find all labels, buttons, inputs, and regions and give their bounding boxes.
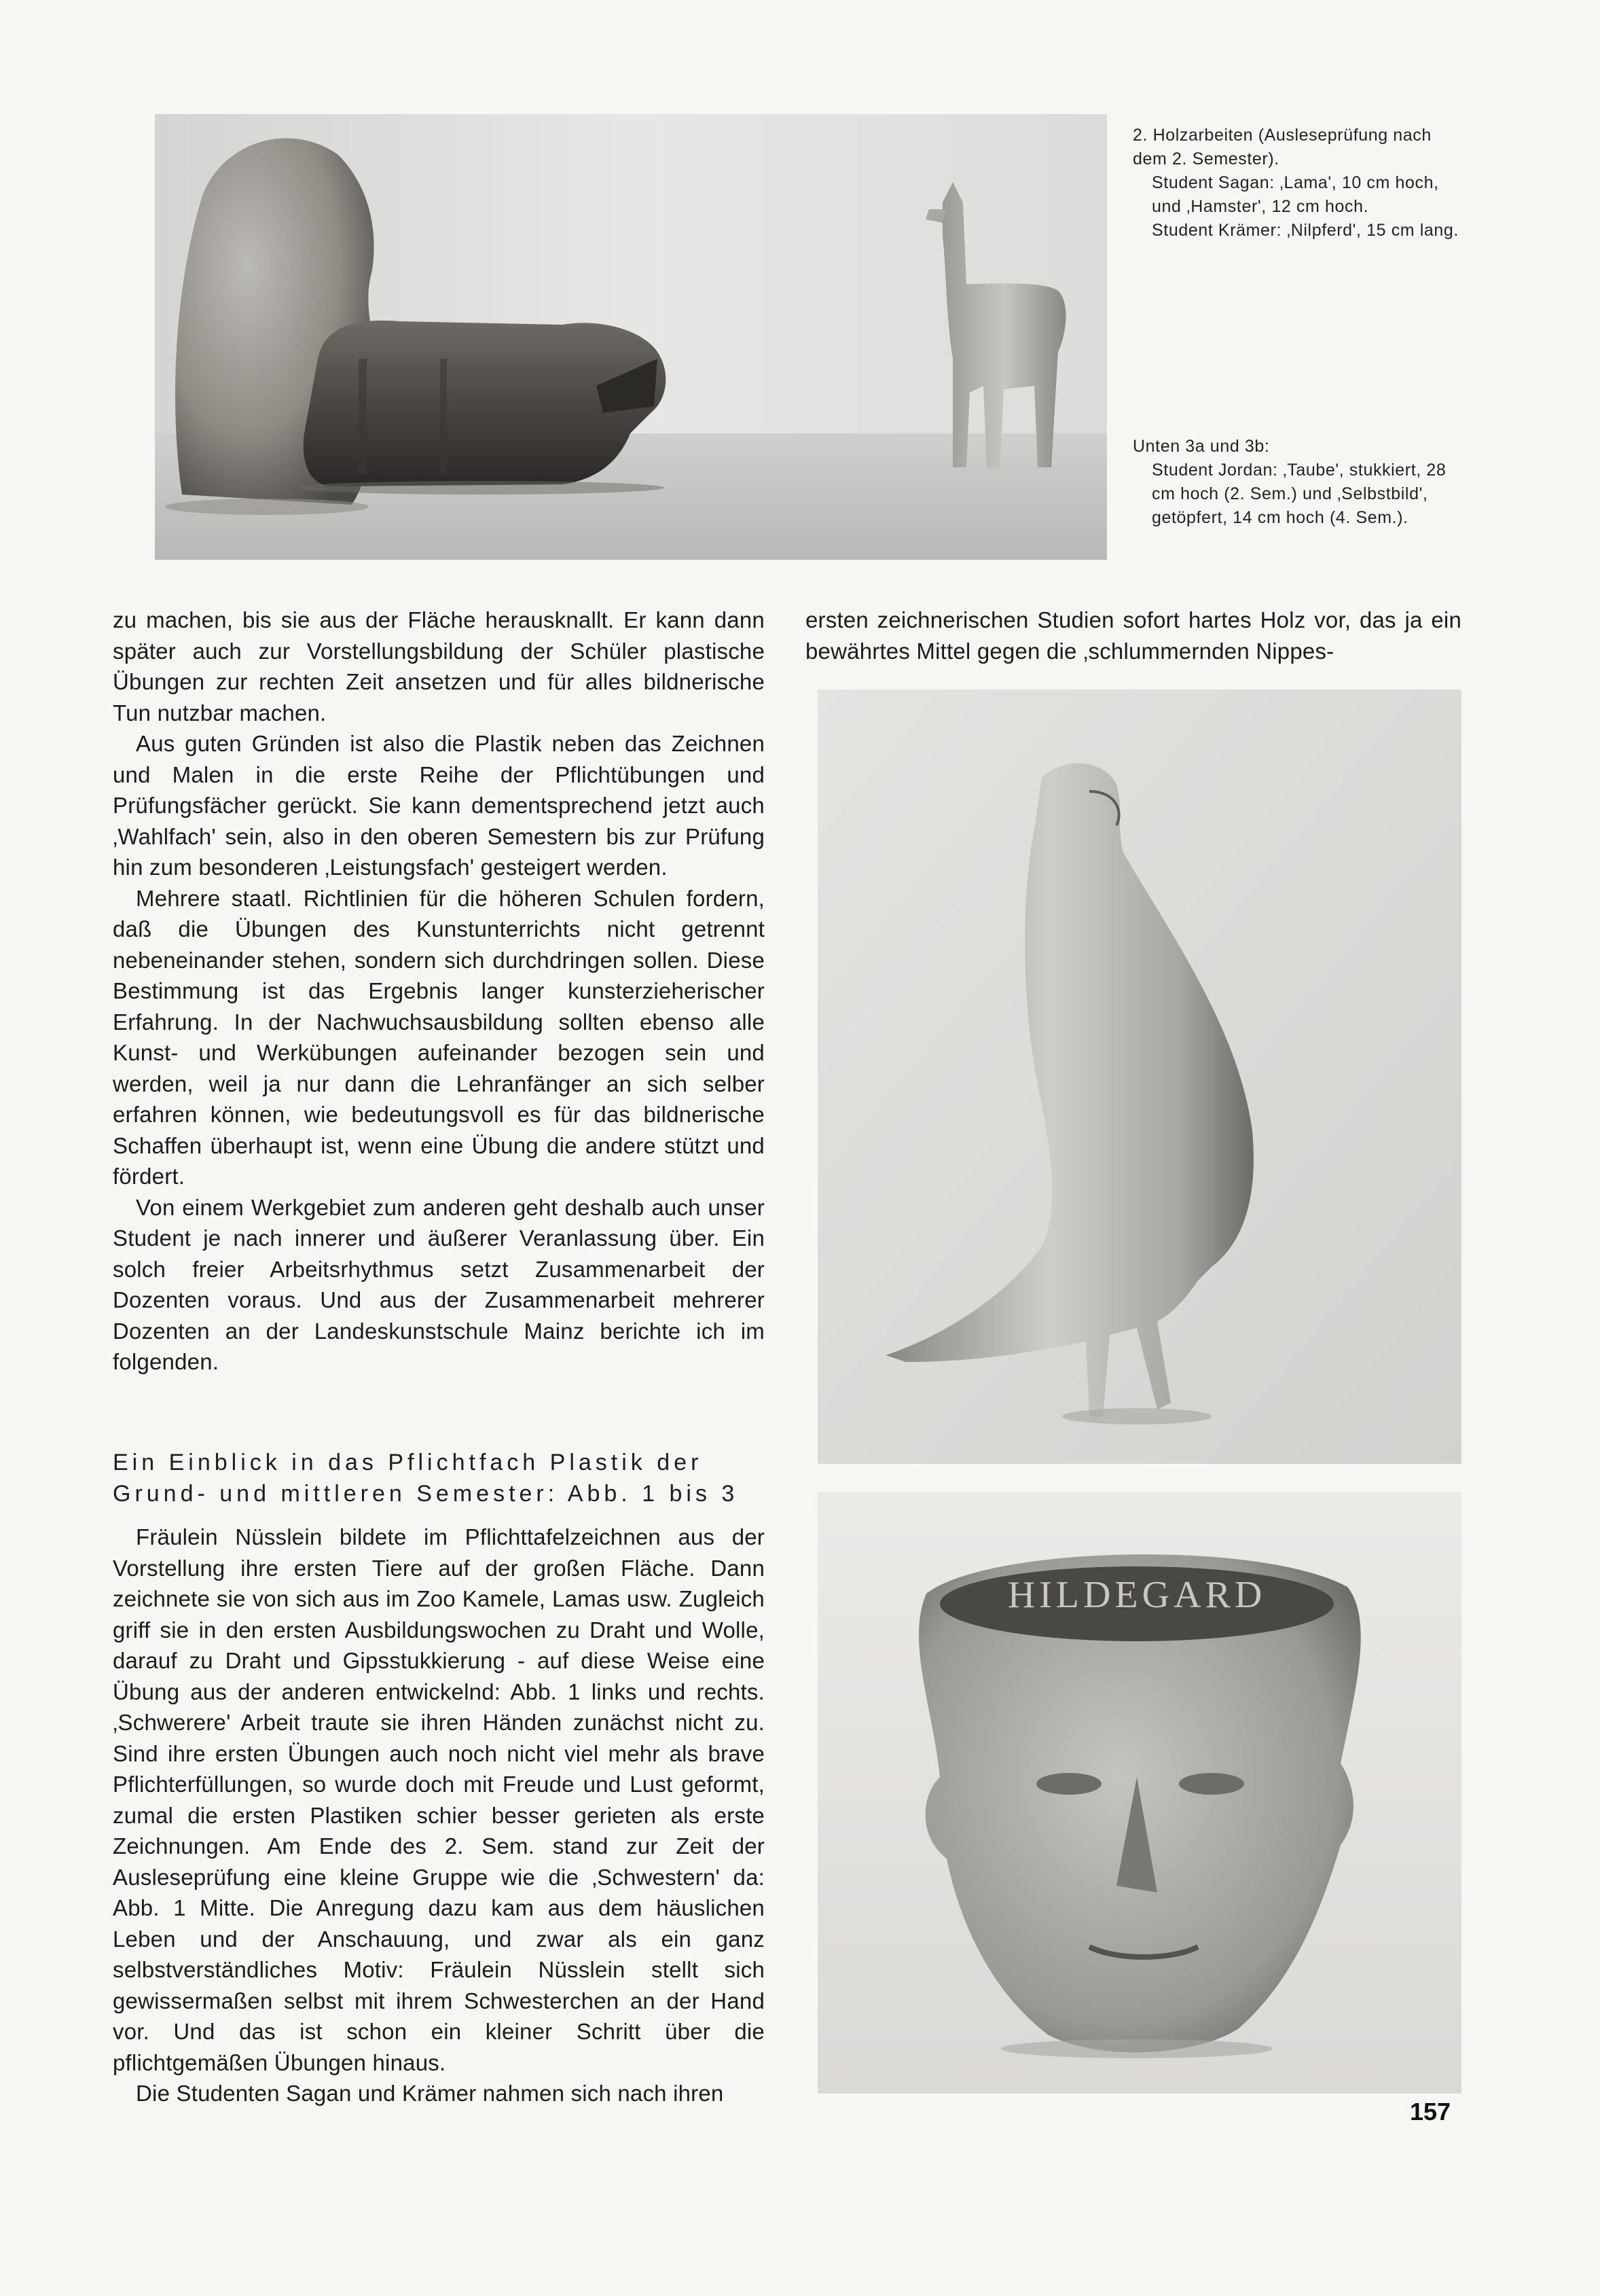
caption-bottom-text: Student Jordan: ‚Taube', stukkiert, 28 cm hoch (2. Sem.) und ‚Selbstbild', getöpfert, 14 cm hoch (4. Sem.). [1152, 461, 1447, 527]
page-number: 157 [1410, 2098, 1451, 2125]
caption-bottom-label: Unten 3a und 3b: [1133, 437, 1270, 456]
section-heading [113, 1447, 765, 1509]
paragraph-1: zu machen, bis sie aus der Fläche herausknallt. Er kann dann später auch zur Vorstellungsbildung der Schüler plastische Übungen zur rechten Zeit ansetzen und für alles bildnerische Tun nutzbar machen. [113, 607, 765, 725]
photo-wooden-animals [155, 114, 1107, 560]
paragraph-2: Aus guten Gründen ist also die Plastik neben das Zeichnen und Malen in die erste Reihe der Pflichtübungen und Prüfungsfächer gerückt. Sie kann dementsprechend jetzt auch ‚Wahlfach' sein, also in den oberen Semestern bis zur Prüfung hin zum besonderen ‚Leistungsfach' gesteigert werden. [113, 731, 765, 880]
photo-head-vessel [818, 1492, 1461, 2094]
caption-top-label: 2. Holzarbeiten (Ausleseprüfung nach dem 2. Semester). [1133, 126, 1432, 168]
caption-top-line1: Student Sagan: ‚Lama', 10 cm hoch, und ‚Hamster', 12 cm hoch. [1152, 173, 1439, 216]
left-column [113, 605, 765, 1378]
paragraph-3: Mehrere staatl. Richtlinien für die höheren Schulen fordern, daß die Übungen des Kunstunterrichts nicht getrennt nebeneinander stehen, sondern sich durchdringen sollen. Diese Bestimmung ist das Ergebnis langer kunsterzieherischer Erfahrung. In der Nachwuchsausbildung sollten ebenso alle Kunst- und Werkübungen aufeinander bezogen sein und werden, weil ja nur dann die Lehranfänger an sich selber erfahren können, wie bedeutungsvoll es für das bildnerische Schaffen überhaupt ist, wenn eine Übung die andere stützt und fördert. [113, 885, 765, 1189]
caption-top [1133, 124, 1461, 243]
paragraph-5: Fräulein Nüsslein bildete im Pflichttafelzeichnen aus der Vorstellung ihre ersten Tiere auf der großen Fläche. Dann zeichnete sie von sich aus im Zoo Kamele, Lamas usw. Zugleich griff sie in den ersten Ausbildungswochen zu Draht und Wolle, darauf zu Draht und Gipsstukkierung - auf diese Weise eine Übung aus der anderen entwickelnd: Abb. 1 links und rechts. ‚Schwerere' Arbeit traute sie ihren Händen zunächst nicht zu. Sind ihre ersten Übungen auch noch nicht viel mehr als brave Pflichterfüllungen, so wurde doch mit Freude und Lust geformt, zumal die ersten Plastiken schier besser gerieten als erste Zeichnungen. Am Ende des 2. Sem. stand zur Zeit der Ausleseprüfung eine kleine Gruppe wie die ‚Schwestern' da: Abb. 1 Mitte. Die Anregung dazu kam aus dem häuslichen Leben und der Anschauung, und zwar als ein ganz selbstverständliches Motiv: Fräulein Nüsslein stellt sich gewissermaßen selbst mit ihrem Schwesterchen an der Hand vor. Und das ist schon ein kleiner Schritt über die pflichtgemäßen Übungen hinaus. [113, 1524, 765, 2075]
paragraph-6: Die Studenten Sagan und Krämer nahmen sich nach ihren [136, 2081, 724, 2106]
section-heading-line2: Grund- und mittleren Semester: Abb. 1 bis 3 [113, 1481, 739, 1507]
section-heading-line1: Ein Einblick in das Pflichtfach Plastik der [113, 1450, 703, 1475]
right-paragraph: ersten zeichnerischen Studien sofort hartes Holz vor, das ja ein bewährtes Mittel gegen die ‚schlummernden Nippes- [805, 607, 1461, 664]
right-column-text [805, 605, 1461, 666]
photo-dove-sculpture [818, 689, 1461, 1464]
caption-top-line2: Student Krämer: ‚Nilpferd', 15 cm lang. [1152, 221, 1459, 240]
caption-bottom [1133, 435, 1461, 530]
head-inscription: HILDEGARD [1007, 1574, 1267, 1616]
paragraph-4: Von einem Werkgebiet zum anderen geht deshalb auch unser Student je nach innerer und äußerer Veranlassung über. Ein solch freier Arbeitsrhythmus setzt Zusammenarbeit der Dozenten voraus. Und aus der Zusammenarbeit mehrerer Dozenten an der Landeskunstschule Mainz berichte ich im folgenden. [113, 1194, 765, 1374]
left-column-continued [113, 1522, 765, 2109]
